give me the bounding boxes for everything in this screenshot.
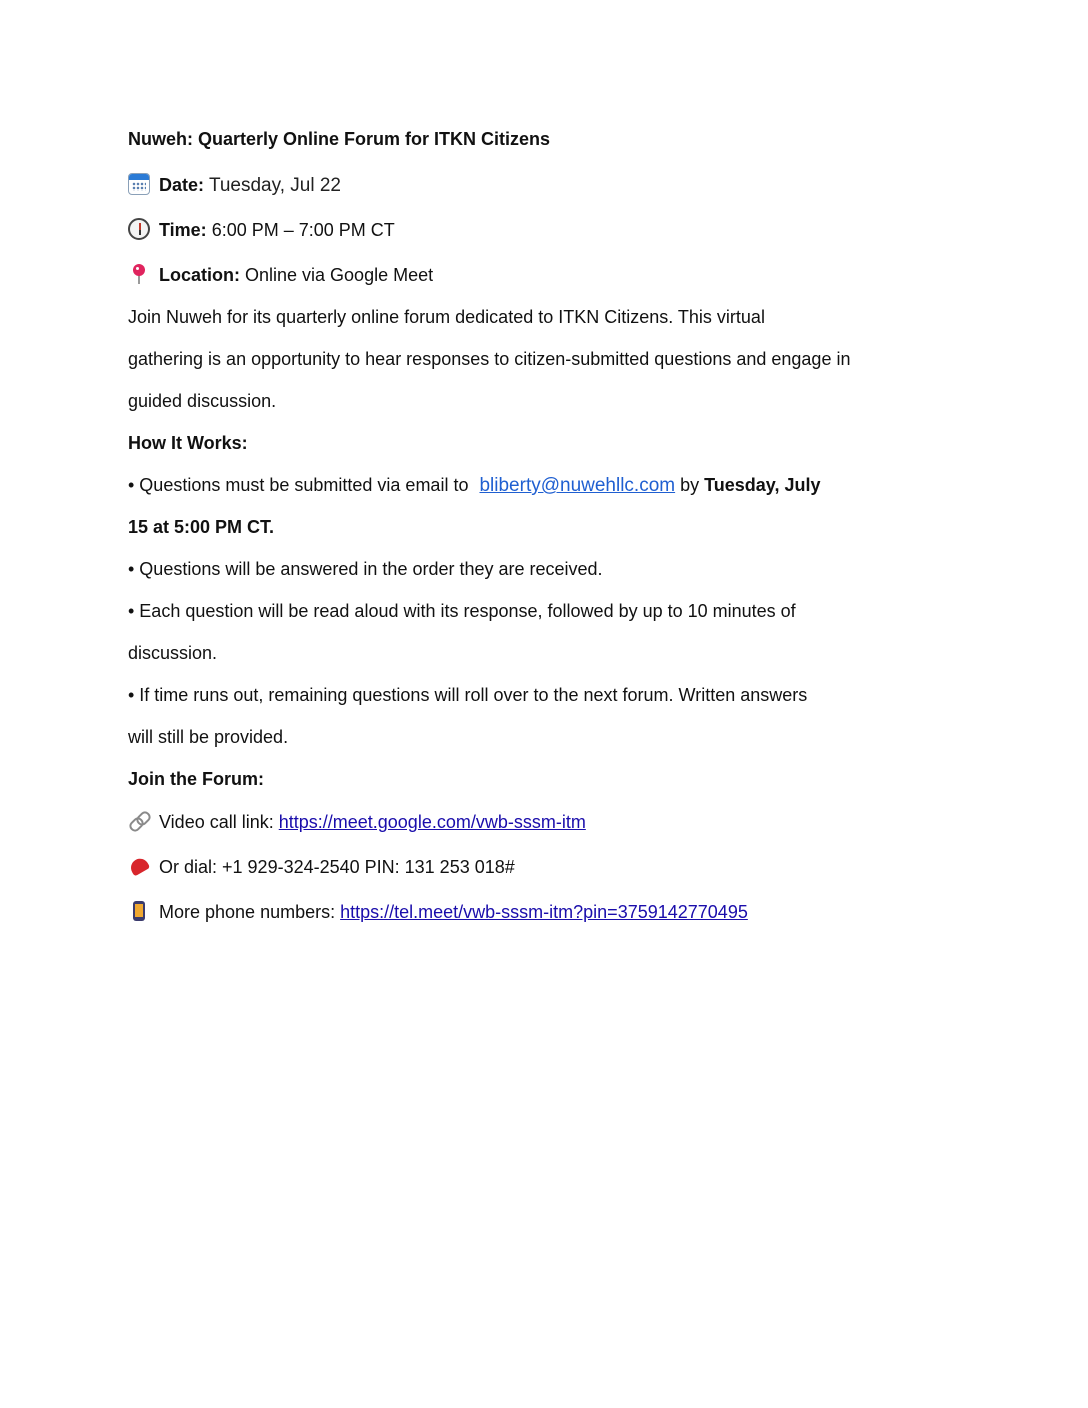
calendar-icon: [128, 173, 150, 195]
intro-line-1: Join Nuweh for its quarterly online forum dedicated to ITKN Citizens. This virtual: [128, 307, 765, 327]
dial-row: [128, 854, 515, 880]
bullet-order: • Questions will be answered in the order they are received.: [128, 559, 603, 579]
deadline-continuation: 15 at 5:00 PM CT.: [128, 517, 275, 537]
bullet-submit-text: • Questions must be submitted via email to: [128, 475, 474, 495]
video-call-link[interactable]: https://meet.google.com/vwb-sssm-itm: [278, 812, 586, 832]
date-row: [128, 172, 341, 199]
date-label: Date:: [159, 175, 205, 195]
join-forum-heading: Join the Forum:: [128, 769, 264, 789]
clock-icon: [128, 218, 150, 240]
mobile-phone-icon: [128, 900, 150, 922]
deadline-text: Tuesday, July: [704, 475, 821, 495]
page-title: Nuweh: Quarterly Online Forum for ITKN Citizens: [128, 129, 551, 149]
intro-line-3: guided discussion.: [128, 391, 277, 411]
bullet-read-aloud-continuation: discussion.: [128, 643, 218, 663]
bullet-by-text: by: [675, 475, 705, 495]
bullet-time-runs-out-continuation: will still be provided.: [128, 727, 289, 747]
bullet-read-aloud: • Each question will be read aloud with its response, followed by up to 10 minutes of: [128, 601, 796, 621]
telephone-icon: [128, 855, 150, 877]
email-link[interactable]: bliberty@nuwehllc.com: [479, 475, 676, 496]
time-value: 6:00 PM – 7:00 PM CT: [206, 220, 395, 240]
intro-line-2: gathering is an opportunity to hear responses to citizen-submitted questions and engage in: [128, 349, 851, 369]
link-icon: [128, 810, 150, 832]
how-it-works-heading: How It Works:: [128, 433, 248, 453]
bullet-submit-questions: [128, 472, 821, 499]
video-call-label: Video call link:: [159, 812, 279, 832]
pushpin-icon: [128, 263, 150, 285]
more-numbers-row: [128, 899, 748, 925]
time-label: Time:: [159, 220, 207, 240]
dial-text: Or dial: +1 929-324-2540 PIN: 131 253 018#: [159, 857, 515, 877]
video-call-row: [128, 809, 586, 835]
location-label: Location:: [159, 265, 240, 285]
location-row: [128, 262, 433, 288]
location-value: Online via Google Meet: [240, 265, 434, 285]
date-value: Tuesday, Jul 22: [204, 175, 341, 196]
bullet-time-runs-out: • If time runs out, remaining questions will roll over to the next forum. Written answers: [128, 685, 808, 705]
time-row: [128, 217, 395, 243]
more-numbers-link[interactable]: https://tel.meet/vwb-sssm-itm?pin=3759142770495: [340, 902, 748, 922]
more-numbers-label: More phone numbers:: [159, 902, 341, 922]
